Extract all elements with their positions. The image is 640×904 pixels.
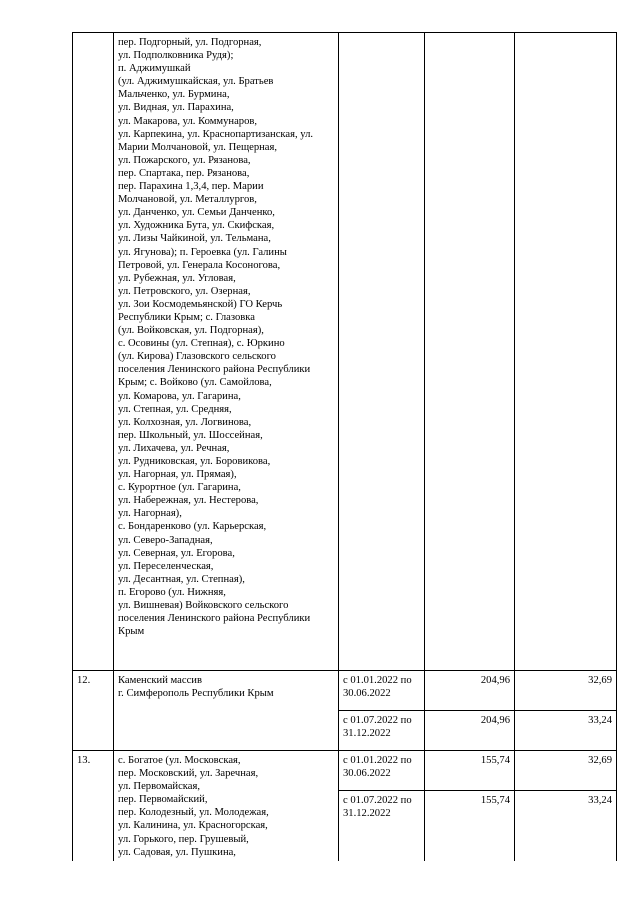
address-line: ул. Нагорная, ул. Прямая), — [118, 469, 237, 481]
address-line: Марии Молчановой, ул. Пещерная, — [118, 141, 278, 153]
address-line: пер. Московский, ул. Заречная, — [118, 768, 259, 780]
address-line: ул. Десантная, ул. Степная), — [118, 573, 245, 585]
address-line: с. Бондаренково (ул. Карьерская, — [118, 521, 267, 533]
table-row-12 — [73, 671, 617, 711]
value1-cell: 155,74 — [425, 751, 515, 791]
address-line: ул. Вишневая) Войковского сельского — [118, 600, 289, 612]
address-line: ул. Колхозная, ул. Логвинова, — [118, 416, 252, 428]
address-line: ул. Художника Бута, ул. Скифская, — [118, 220, 275, 232]
address-line: п. Егорово (ул. Нижняя, — [118, 586, 226, 598]
row-number-cell — [73, 33, 114, 671]
address-line: Петровой, ул. Генерала Косоногова, — [118, 259, 281, 271]
period-line: с 01.01.2022 по — [343, 675, 412, 686]
period-line: 30.06.2022 — [343, 768, 391, 780]
address-line: пер. Спартака, пер. Рязанова, — [118, 167, 250, 179]
address-line: ул. Северо-Западная, — [118, 534, 213, 546]
period-line: 31.12.2022 — [343, 728, 391, 740]
address-line: ул. Ягунова); п. Героевка (ул. Галины — [118, 246, 287, 258]
value1-cell — [425, 33, 515, 671]
address-cell — [114, 751, 339, 861]
period-cell — [339, 33, 425, 671]
address-line: пер. Колодезный, ул. Молодежая, — [118, 807, 269, 819]
address-line: г. Симферополь Республики Крым — [118, 688, 274, 700]
address-line: Молчановой, ул. Металлургов, — [118, 194, 257, 206]
address-line: ул. Первомайская, — [118, 781, 201, 793]
value2-cell — [515, 33, 617, 671]
period-line: с 01.07.2022 по — [343, 715, 412, 726]
address-cell — [114, 671, 339, 751]
period-line: 30.06.2022 — [343, 688, 391, 700]
address-line: (ул. Кирова) Глазовского сельского — [118, 351, 276, 363]
address-line: пер. Первомайский, — [118, 794, 208, 806]
address-line: Республики Крым; с. Глазовка — [118, 311, 255, 323]
address-line: ул. Нагорная), — [118, 508, 182, 520]
address-line: ул. Садовая, ул. Пушкина, — [118, 846, 236, 858]
address-line: ул. Северная, ул. Егорова, — [118, 547, 235, 559]
period-cell — [339, 671, 425, 711]
address-line: поселения Ленинского района Республики — [118, 364, 311, 376]
table-row-13 — [73, 751, 617, 791]
address-line: Каменский массив — [118, 675, 202, 686]
address-line: (ул. Аджимушкайская, ул. Братьев — [118, 76, 274, 88]
address-line: ул. Пожарского, ул. Рязанова, — [118, 154, 251, 166]
address-line: пер. Парахина 1,3,4, пер. Марии — [118, 181, 264, 193]
address-line: п. Аджимушкай — [118, 63, 191, 75]
tariff-table — [72, 32, 617, 861]
address-line: Крым — [118, 626, 145, 638]
value1-cell: 155,74 — [425, 791, 515, 861]
address-line: ул. Переселенческая, — [118, 560, 214, 572]
address-line: ул. Зои Космодемьянской) ГО Керчь — [118, 298, 283, 310]
period-line: 31.12.2022 — [343, 808, 391, 820]
address-line: ул. Петровского, ул. Озерная, — [118, 285, 251, 297]
address-line: ул. Подполковника Рудя); — [118, 50, 234, 62]
period-cell — [339, 751, 425, 791]
address-line: ул. Набережная, ул. Нестерова, — [118, 495, 259, 507]
value2-cell: 32,69 — [515, 751, 617, 791]
address-line: ул. Комарова, ул. Гагарина, — [118, 390, 241, 402]
address-cell — [114, 33, 339, 671]
address-line: пер. Школьный, ул. Шоссейная, — [118, 429, 263, 441]
address-line: (ул. Войковская, ул. Подгорная), — [118, 325, 264, 337]
row-number-cell: 13. — [73, 751, 114, 861]
address-line: поселения Ленинского района Республики — [118, 613, 311, 625]
value1-cell: 204,96 — [425, 711, 515, 751]
address-line: ул. Макарова, ул. Коммунаров, — [118, 115, 258, 127]
address-line: с. Осовины (ул. Степная), с. Юркино — [118, 338, 285, 350]
address-line: ул. Видная, ул. Парахина, — [118, 102, 234, 114]
address-line: ул. Степная, ул. Средняя, — [118, 403, 232, 415]
value2-cell: 32,69 — [515, 671, 617, 711]
table-row-continuation — [73, 33, 617, 671]
address-line: с. Богатое (ул. Московская, — [118, 755, 241, 766]
address-line: пер. Подгорный, ул. Подгорная, — [118, 37, 262, 48]
address-line: ул. Лихачева, ул. Речная, — [118, 442, 230, 454]
value2-cell: 33,24 — [515, 711, 617, 751]
period-line: с 01.01.2022 по — [343, 755, 412, 766]
address-line: Крым; с. Войково (ул. Самойлова, — [118, 377, 272, 389]
address-line: ул. Лизы Чайкиной, ул. Тельмана, — [118, 233, 271, 245]
address-line: Мальченко, ул. Бурмина, — [118, 89, 230, 101]
address-line: ул. Данченко, ул. Семьи Данченко, — [118, 207, 275, 219]
period-line: с 01.07.2022 по — [343, 795, 412, 806]
address-line: ул. Горького, пер. Грушевый, — [118, 833, 249, 845]
address-line: с. Курортное (ул. Гагарина, — [118, 482, 241, 494]
address-line: ул. Калинина, ул. Красногорская, — [118, 820, 268, 832]
address-line: ул. Карпекина, ул. Краснопартизанская, ул. — [118, 128, 314, 140]
row-number-cell: 12. — [73, 671, 114, 751]
address-line: ул. Рудниковская, ул. Боровикова, — [118, 456, 271, 467]
value2-cell: 33,24 — [515, 791, 617, 861]
period-cell — [339, 791, 425, 861]
value1-cell: 204,96 — [425, 671, 515, 711]
address-line: ул. Рубежная, ул. Угловая, — [118, 272, 236, 284]
period-cell — [339, 711, 425, 751]
